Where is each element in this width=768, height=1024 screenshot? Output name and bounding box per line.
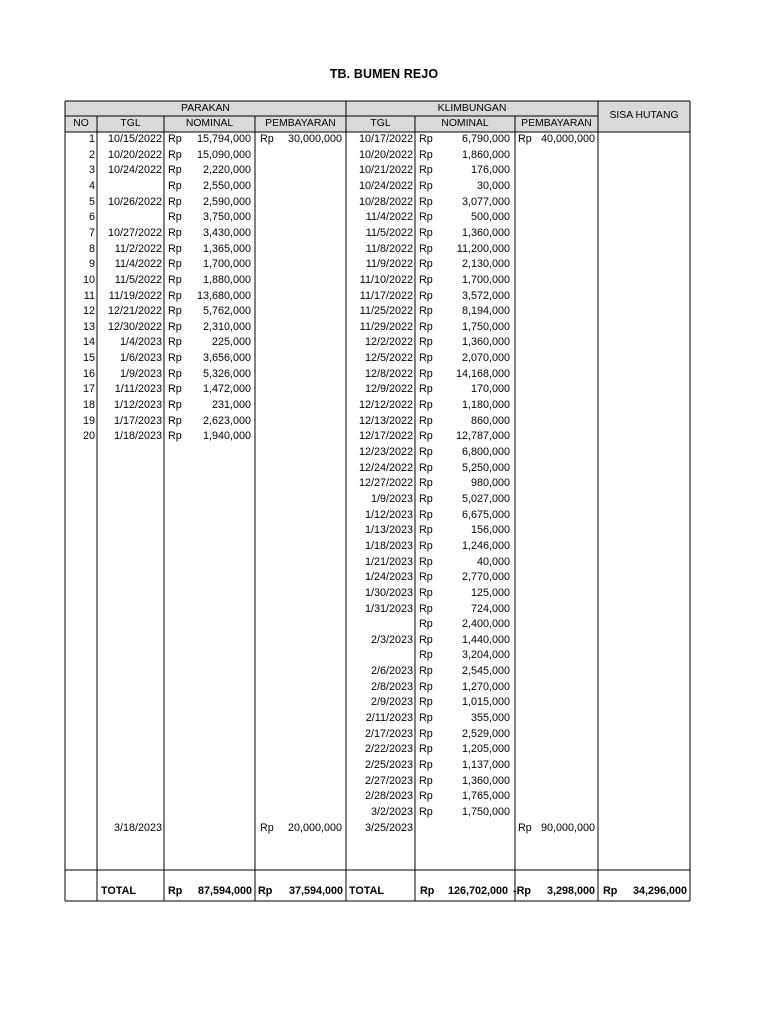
row-parakan-tgl: 10/24/2022 [107, 164, 162, 177]
row-currency: Rp [518, 133, 532, 145]
row-parakan-tgl: 3/18/2023 [113, 822, 162, 835]
row-klimbungan-tgl: 12/8/2022 [364, 367, 413, 380]
row-klimbungan-nominal: 125,000 [470, 586, 510, 599]
row-currency: Rp [168, 289, 182, 302]
row-parakan-nominal: 15,794,000 [196, 133, 251, 145]
row-parakan-tgl: 10/27/2022 [107, 226, 162, 239]
row-klimbungan-nominal: 1,137,000 [461, 759, 510, 771]
row-klimbungan-nominal: 1,205,000 [461, 743, 510, 756]
row-currency: Rp [419, 226, 433, 239]
row-currency: Rp [419, 414, 433, 427]
row-currency: Rp [419, 649, 433, 662]
row-currency: Rp [168, 399, 182, 412]
row-no: 2 [88, 148, 95, 161]
row-currency: Rp [419, 586, 433, 599]
row-klimbungan-nominal: 1,015,000 [461, 696, 510, 709]
row-klimbungan-tgl: 1/18/2023 [364, 539, 413, 552]
row-parakan-nominal: 3,750,000 [202, 211, 251, 224]
row-currency: Rp [168, 352, 182, 365]
row-parakan-nominal: 2,590,000 [202, 195, 251, 208]
total-klimbungan-label: TOTAL [349, 885, 384, 897]
row-parakan-tgl: 1/11/2023 [114, 383, 162, 396]
row-klimbungan-nominal: 8,194,000 [461, 305, 510, 318]
row-parakan-pembayaran: 20,000,000 [287, 822, 342, 835]
row-parakan-nominal: 225,000 [211, 336, 251, 349]
row-currency: Rp [419, 633, 433, 646]
row-currency: Rp [419, 320, 433, 333]
row-currency: Rp [168, 367, 182, 380]
row-parakan-nominal: 1,700,000 [202, 258, 251, 271]
row-klimbungan-tgl: 11/10/2022 [359, 273, 413, 286]
row-currency: Rp [419, 336, 433, 349]
row-no: 13 [82, 320, 95, 333]
row-klimbungan-nominal: 1,270,000 [461, 680, 510, 693]
row-parakan-nominal: 3,656,000 [202, 352, 251, 365]
row-klimbungan-nominal: 724,000 [470, 602, 510, 615]
row-klimbungan-tgl: 10/28/2022 [358, 195, 413, 208]
row-klimbungan-tgl: 11/8/2022 [365, 242, 413, 255]
row-currency: Rp [168, 273, 182, 286]
row-currency: Rp [419, 367, 433, 380]
row-currency: Rp [419, 555, 433, 568]
row-klimbungan-tgl: 1/21/2023 [364, 555, 413, 568]
header-tgl: TGL [370, 117, 391, 129]
row-parakan-tgl: 11/4/2022 [114, 258, 162, 271]
row-currency: Rp [419, 195, 433, 208]
row-currency: Rp [168, 414, 182, 427]
row-currency: Rp [419, 665, 433, 678]
row-currency: Rp [419, 539, 433, 552]
row-currency: Rp [168, 148, 182, 161]
total-currency: Rp [168, 885, 183, 897]
row-currency: Rp [168, 179, 182, 192]
row-parakan-nominal: 1,940,000 [202, 430, 251, 443]
row-parakan-tgl: 12/21/2022 [107, 305, 162, 318]
row-klimbungan-nominal: 980,000 [470, 477, 510, 490]
row-currency: Rp [168, 336, 182, 349]
row-parakan-nominal: 13,680,000 [196, 289, 251, 302]
row-klimbungan-tgl: 12/27/2022 [358, 477, 413, 490]
row-parakan-nominal: 2,550,000 [202, 179, 251, 192]
row-currency: Rp [419, 524, 433, 537]
row-currency: Rp [419, 258, 433, 271]
row-parakan-nominal: 1,880,000 [202, 273, 251, 286]
row-currency: Rp [419, 774, 433, 787]
row-currency: Rp [419, 211, 433, 224]
row-klimbungan-tgl: 2/25/2023 [364, 759, 413, 771]
row-currency: Rp [419, 430, 433, 443]
row-klimbungan-tgl: 2/6/2023 [370, 665, 413, 678]
row-klimbungan-nominal: 6,800,000 [461, 446, 510, 458]
row-klimbungan-tgl: 11/29/2022 [359, 320, 413, 333]
row-no: 1 [88, 133, 95, 145]
row-klimbungan-nominal: 1,750,000 [461, 320, 510, 333]
row-currency: Rp [419, 571, 433, 584]
row-no: 9 [88, 258, 95, 271]
row-klimbungan-nominal: 6,790,000 [461, 133, 510, 145]
header-tgl: TGL [120, 117, 141, 129]
row-klimbungan-nominal: 1,860,000 [461, 148, 510, 161]
row-currency: Rp [168, 430, 182, 443]
row-klimbungan-nominal: 355,000 [470, 712, 510, 725]
row-klimbungan-pembayaran: 90,000,000 [540, 822, 595, 835]
total-klimbungan-pembayaran: 3,298,000 [546, 885, 595, 897]
row-parakan-nominal: 2,220,000 [202, 164, 251, 177]
row-klimbungan-tgl: 1/12/2023 [364, 508, 413, 521]
row-klimbungan-nominal: 1,360,000 [461, 336, 510, 349]
row-currency: Rp [419, 790, 433, 803]
header-pembayaran: PEMBAYARAN [521, 117, 592, 129]
row-klimbungan-nominal: 2,070,000 [461, 352, 510, 365]
row-currency: Rp [419, 446, 433, 458]
row-parakan-tgl: 1/6/2023 [119, 352, 162, 365]
row-klimbungan-nominal: 3,572,000 [461, 289, 510, 302]
row-no: 3 [88, 164, 95, 177]
row-parakan-nominal: 5,326,000 [202, 367, 251, 380]
row-klimbungan-tgl: 11/5/2022 [365, 226, 413, 239]
row-parakan-tgl: 11/5/2022 [114, 273, 162, 286]
header-nominal: NOMINAL [441, 117, 489, 129]
row-currency: Rp [168, 242, 182, 255]
row-klimbungan-tgl: 12/13/2022 [358, 414, 413, 427]
row-currency: Rp [419, 805, 433, 818]
row-klimbungan-nominal: 1,700,000 [461, 273, 510, 286]
row-currency: Rp [419, 461, 433, 474]
row-currency: Rp [168, 133, 182, 145]
row-klimbungan-nominal: 500,000 [470, 211, 510, 224]
row-klimbungan-nominal: 1,360,000 [461, 774, 510, 787]
row-currency: Rp [168, 305, 182, 318]
row-klimbungan-nominal: 5,250,000 [461, 461, 510, 474]
header-klimbungan: KLIMBUNGAN [437, 102, 507, 114]
row-klimbungan-tgl: 2/11/2023 [365, 712, 413, 725]
row-klimbungan-tgl: 10/24/2022 [358, 179, 413, 192]
row-currency: Rp [419, 289, 433, 302]
row-klimbungan-nominal: 6,675,000 [461, 508, 510, 521]
row-klimbungan-nominal: 1,440,000 [461, 633, 510, 646]
row-klimbungan-tgl: 1/24/2023 [364, 571, 413, 584]
row-klimbungan-tgl: 10/17/2022 [358, 133, 413, 145]
row-klimbungan-nominal: 40,000 [476, 555, 510, 568]
row-klimbungan-tgl: 12/2/2022 [364, 336, 413, 349]
row-klimbungan-nominal: 1,750,000 [461, 805, 510, 818]
row-no: 11 [83, 289, 95, 302]
row-currency: Rp [419, 508, 433, 521]
total-parakan-pembayaran: 37,594,000 [288, 885, 343, 897]
row-currency: Rp [168, 211, 182, 224]
row-no: 19 [82, 414, 95, 427]
header-pembayaran: PEMBAYARAN [265, 117, 336, 129]
row-parakan-nominal: 15,090,000 [196, 148, 251, 161]
row-klimbungan-nominal: 1,180,000 [461, 399, 510, 412]
header-sisa-hutang: SISA HUTANG [609, 109, 679, 121]
total-currency: Rp [258, 885, 273, 897]
row-currency: Rp [419, 305, 433, 318]
row-klimbungan-tgl: 2/28/2023 [364, 790, 413, 803]
row-currency: Rp [419, 352, 433, 365]
row-klimbungan-nominal: 156,000 [470, 524, 510, 537]
row-parakan-tgl: 10/15/2022 [107, 133, 162, 145]
total-klimbungan-nominal: 126,702,000 [447, 885, 508, 897]
row-parakan-tgl: 1/17/2023 [113, 414, 162, 427]
row-parakan-pembayaran: 30,000,000 [287, 133, 342, 145]
total-sisa-hutang: 34,296,000 [632, 885, 687, 897]
row-klimbungan-nominal: 30,000 [476, 179, 510, 192]
row-klimbungan-tgl: 2/17/2023 [364, 727, 413, 740]
row-parakan-nominal: 1,472,000 [202, 383, 251, 396]
row-parakan-nominal: 3,430,000 [202, 226, 251, 239]
row-currency: Rp [419, 602, 433, 615]
row-currency: Rp [419, 399, 433, 412]
row-parakan-nominal: 2,310,000 [202, 320, 251, 333]
row-parakan-nominal: 5,762,000 [202, 305, 251, 318]
row-no: 15 [82, 352, 95, 365]
row-currency: Rp [168, 226, 182, 239]
row-currency: Rp [260, 133, 274, 145]
row-klimbungan-tgl: 2/9/2023 [370, 696, 413, 709]
row-klimbungan-nominal: 860,000 [470, 414, 510, 427]
total-parakan-nominal: 87,594,000 [197, 885, 252, 897]
header-parakan: PARAKAN [181, 102, 230, 114]
row-klimbungan-tgl: 3/2/2023 [370, 805, 413, 818]
row-klimbungan-tgl: 12/23/2022 [358, 446, 413, 458]
row-currency: Rp [419, 727, 433, 740]
row-currency: Rp [419, 743, 433, 756]
row-currency: Rp [168, 164, 182, 177]
row-klimbungan-nominal: 12,787,000 [455, 430, 510, 443]
row-parakan-nominal: 2,623,000 [202, 414, 251, 427]
row-no: 10 [82, 273, 95, 286]
row-currency: Rp [419, 477, 433, 490]
row-currency: Rp [168, 195, 182, 208]
row-klimbungan-tgl: 1/31/2023 [364, 602, 413, 615]
row-klimbungan-tgl: 1/9/2023 [370, 492, 413, 505]
row-klimbungan-tgl: 12/9/2022 [364, 383, 413, 396]
row-klimbungan-nominal: 1,765,000 [461, 790, 510, 803]
row-klimbungan-tgl: 11/9/2022 [365, 258, 413, 271]
row-no: 8 [88, 242, 95, 255]
row-klimbungan-nominal: 5,027,000 [461, 492, 510, 505]
row-parakan-tgl: 11/2/2022 [114, 242, 162, 255]
row-no: 17 [82, 383, 95, 396]
row-klimbungan-nominal: 170,000 [470, 383, 510, 396]
row-no: 16 [82, 367, 95, 380]
row-klimbungan-nominal: 2,545,000 [461, 665, 510, 678]
row-klimbungan-tgl: 3/25/2023 [364, 822, 413, 835]
row-klimbungan-tgl: 1/13/2023 [364, 524, 413, 537]
row-klimbungan-tgl: 1/30/2023 [364, 586, 413, 599]
row-currency: Rp [168, 258, 182, 271]
row-parakan-tgl: 10/26/2022 [107, 195, 162, 208]
row-klimbungan-tgl: 2/3/2023 [370, 633, 413, 646]
row-klimbungan-nominal: 11,200,000 [456, 242, 510, 255]
row-klimbungan-nominal: 3,077,000 [461, 195, 510, 208]
page-title: TB. BUMEN REJO [329, 67, 439, 81]
row-klimbungan-nominal: 176,000 [470, 164, 510, 177]
row-klimbungan-tgl: 12/24/2022 [358, 461, 413, 474]
row-currency: Rp [419, 179, 433, 192]
row-currency: Rp [419, 618, 433, 631]
row-currency: Rp [419, 696, 433, 709]
row-currency: Rp [419, 273, 433, 286]
row-klimbungan-pembayaran: 40,000,000 [540, 133, 595, 145]
row-currency: Rp [419, 383, 433, 396]
row-currency: Rp [168, 383, 182, 396]
row-klimbungan-nominal: 2,529,000 [461, 727, 510, 740]
row-no: 6 [88, 211, 95, 224]
row-parakan-nominal: 231,000 [211, 399, 251, 412]
row-no: 7 [88, 226, 95, 239]
row-currency: Rp [419, 759, 433, 771]
row-klimbungan-tgl: 12/5/2022 [364, 352, 413, 365]
row-parakan-tgl: 11/19/2022 [108, 289, 162, 302]
row-klimbungan-tgl: 12/12/2022 [358, 399, 413, 412]
row-currency: Rp [168, 320, 182, 333]
row-parakan-tgl: 12/30/2022 [107, 320, 162, 333]
row-klimbungan-nominal: 2,400,000 [461, 618, 510, 631]
row-klimbungan-tgl: 11/25/2022 [359, 305, 413, 318]
row-klimbungan-nominal: 1,360,000 [461, 226, 510, 239]
row-klimbungan-tgl: 10/21/2022 [358, 164, 413, 177]
row-parakan-tgl: 1/18/2023 [113, 430, 162, 443]
row-currency: Rp [419, 148, 433, 161]
row-klimbungan-tgl: 11/4/2022 [365, 211, 413, 224]
total-currency-negative: -Rp [513, 885, 531, 897]
row-no: 4 [88, 179, 95, 192]
row-currency: Rp [518, 822, 532, 835]
row-klimbungan-tgl: 12/17/2022 [358, 430, 413, 443]
row-klimbungan-tgl: 2/8/2023 [370, 680, 413, 693]
row-currency: Rp [260, 822, 274, 835]
row-currency: Rp [419, 492, 433, 505]
row-klimbungan-tgl: 11/17/2022 [359, 289, 413, 302]
row-klimbungan-nominal: 1,246,000 [461, 539, 510, 552]
row-currency: Rp [419, 712, 433, 725]
row-klimbungan-nominal: 14,168,000 [455, 367, 510, 380]
header-no: NO [73, 117, 89, 129]
row-parakan-nominal: 1,365,000 [202, 242, 251, 255]
row-klimbungan-tgl: 2/22/2023 [364, 743, 413, 756]
row-klimbungan-nominal: 3,204,000 [461, 649, 510, 662]
row-no: 14 [82, 336, 95, 349]
row-klimbungan-nominal: 2,770,000 [461, 571, 510, 584]
header-nominal: NOMINAL [185, 117, 234, 129]
row-no: 18 [82, 399, 95, 412]
row-currency: Rp [419, 680, 433, 693]
row-currency: Rp [419, 242, 433, 255]
row-no: 20 [82, 430, 95, 443]
row-parakan-tgl: 1/4/2023 [119, 336, 162, 349]
row-no: 12 [82, 305, 95, 318]
row-klimbungan-tgl: 2/27/2023 [364, 774, 413, 787]
row-currency: Rp [419, 133, 433, 145]
row-currency: Rp [419, 164, 433, 177]
row-parakan-tgl: 1/12/2023 [113, 399, 162, 412]
total-label: TOTAL [101, 885, 136, 897]
row-parakan-tgl: 10/20/2022 [107, 148, 162, 161]
total-currency: Rp [603, 885, 618, 897]
row-klimbungan-nominal: 2,130,000 [461, 258, 510, 271]
total-currency: Rp [420, 885, 435, 897]
row-parakan-tgl: 1/9/2023 [119, 367, 162, 380]
row-no: 5 [88, 195, 95, 208]
row-klimbungan-tgl: 10/20/2022 [358, 148, 413, 161]
